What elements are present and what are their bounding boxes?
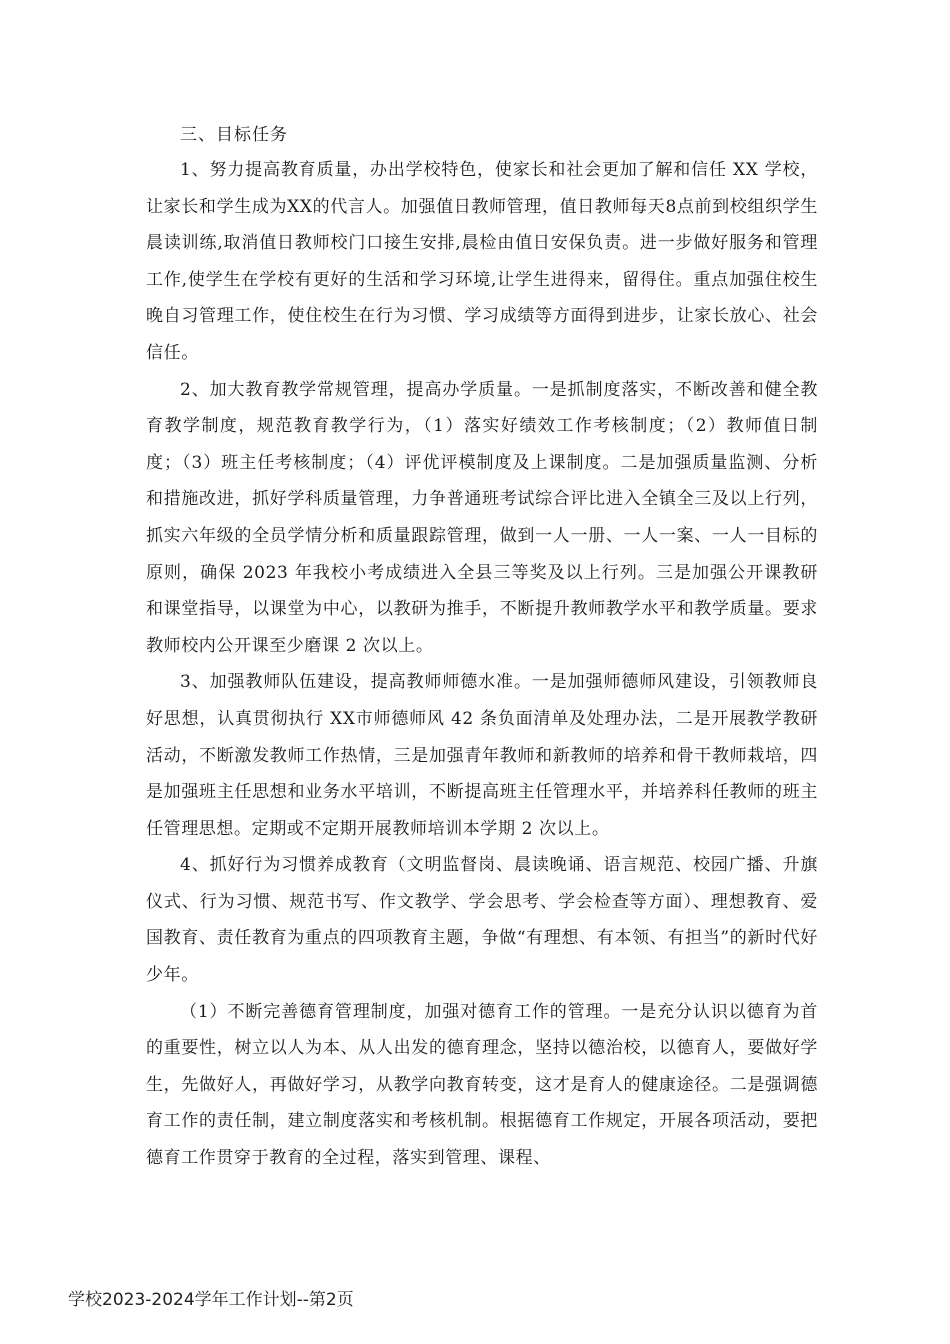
paragraph-1: 1、努力提高教育质量，办出学校特色，使家长和社会更加了解和信任 XX 学校，让家长和学生成为XX的代言人。加强值日教师管理，值日教师每天8点前到校组织学生晨读训练,取消值日教师校门口接生安排,晨检由值日安保负责。进一步做好服务和管理工作,使学生在学校有更好的生活和学习环境,让学生进得来，留得住。重点加强住校生晚自习管理工作，使住校生在行为习惯、学习成绩等方面得到进步，让家长放心、社会信任。 (146, 160, 818, 363)
paragraph-4-1: （1）不断完善德育管理制度，加强对德育工作的管理。一是充分认识以德育为首的重要性，树立以人为本、从人出发的德育理念，坚持以德治校，以德育人，要做好学生，先做好人，再做好学习，从教学向教育转变，这才是育人的健康途径。二是强调德育工作的责任制，建立制度落实和考核机制。根据德育工作规定，开展各项活动，要把德育工作贯穿于教育的全过程，落实到管理、课程、 (146, 1001, 818, 1169)
paragraph-4: 4、抓好行为习惯养成教育（文明监督岗、晨读晚诵、语言规范、校园广播、升旗仪式、行为习惯、规范书写、作文教学、学会思考、学会检查等方面）、理想教育、爱国教育、责任教育为重点的四项教育主题，争做“有理想、有本领、有担当”的新时代好少年。 (146, 855, 818, 986)
paragraph-3: 3、加强教师队伍建设，提高教师师德水准。一是加强师德师风建设，引领教师良好思想，认真贯彻执行 XX市师德师风 42 条负面清单及处理办法，二是开展教学教研活动，不断激发教师工作热情，三是加强青年教师和新教师的培养和骨干教师栽培，四是加强班主任思想和业务水平培训，不断提高班主任管理水平，并培养科任教师的班主任管理思想。定期或不定期开展教师培训本学期 2 次以上。 (146, 672, 818, 839)
section-heading: 三、目标任务 (180, 125, 288, 145)
document-body (146, 118, 818, 1177)
page-footer: 学校2023-2024学年工作计划--第2页 (68, 1290, 354, 1310)
paragraph-2: 2、加大教育教学常规管理，提高办学质量。一是抓制度落实，不断改善和健全教育教学制度，规范教育教学行为，（1）落实好绩效工作考核制度；（2）教师值日制度；（3）班主任考核制度；（4）评优评模制度及上课制度。二是加强质量监测、分析和措施改进，抓好学科质量管理，力争普通班考试综合评比进入全镇全三及以上行列，抓实六年级的全员学情分析和质量跟踪管理，做到一人一册、一人一案、一人一目标的原则，确保 2023 年我校小考成绩进入全县三等奖及以上行列。三是加强公开课教研和课堂指导，以课堂为中心，以教研为推手，不断提升教师教学水平和教学质量。要求教师校内公开课至少磨课 2 次以上。 (146, 379, 818, 656)
